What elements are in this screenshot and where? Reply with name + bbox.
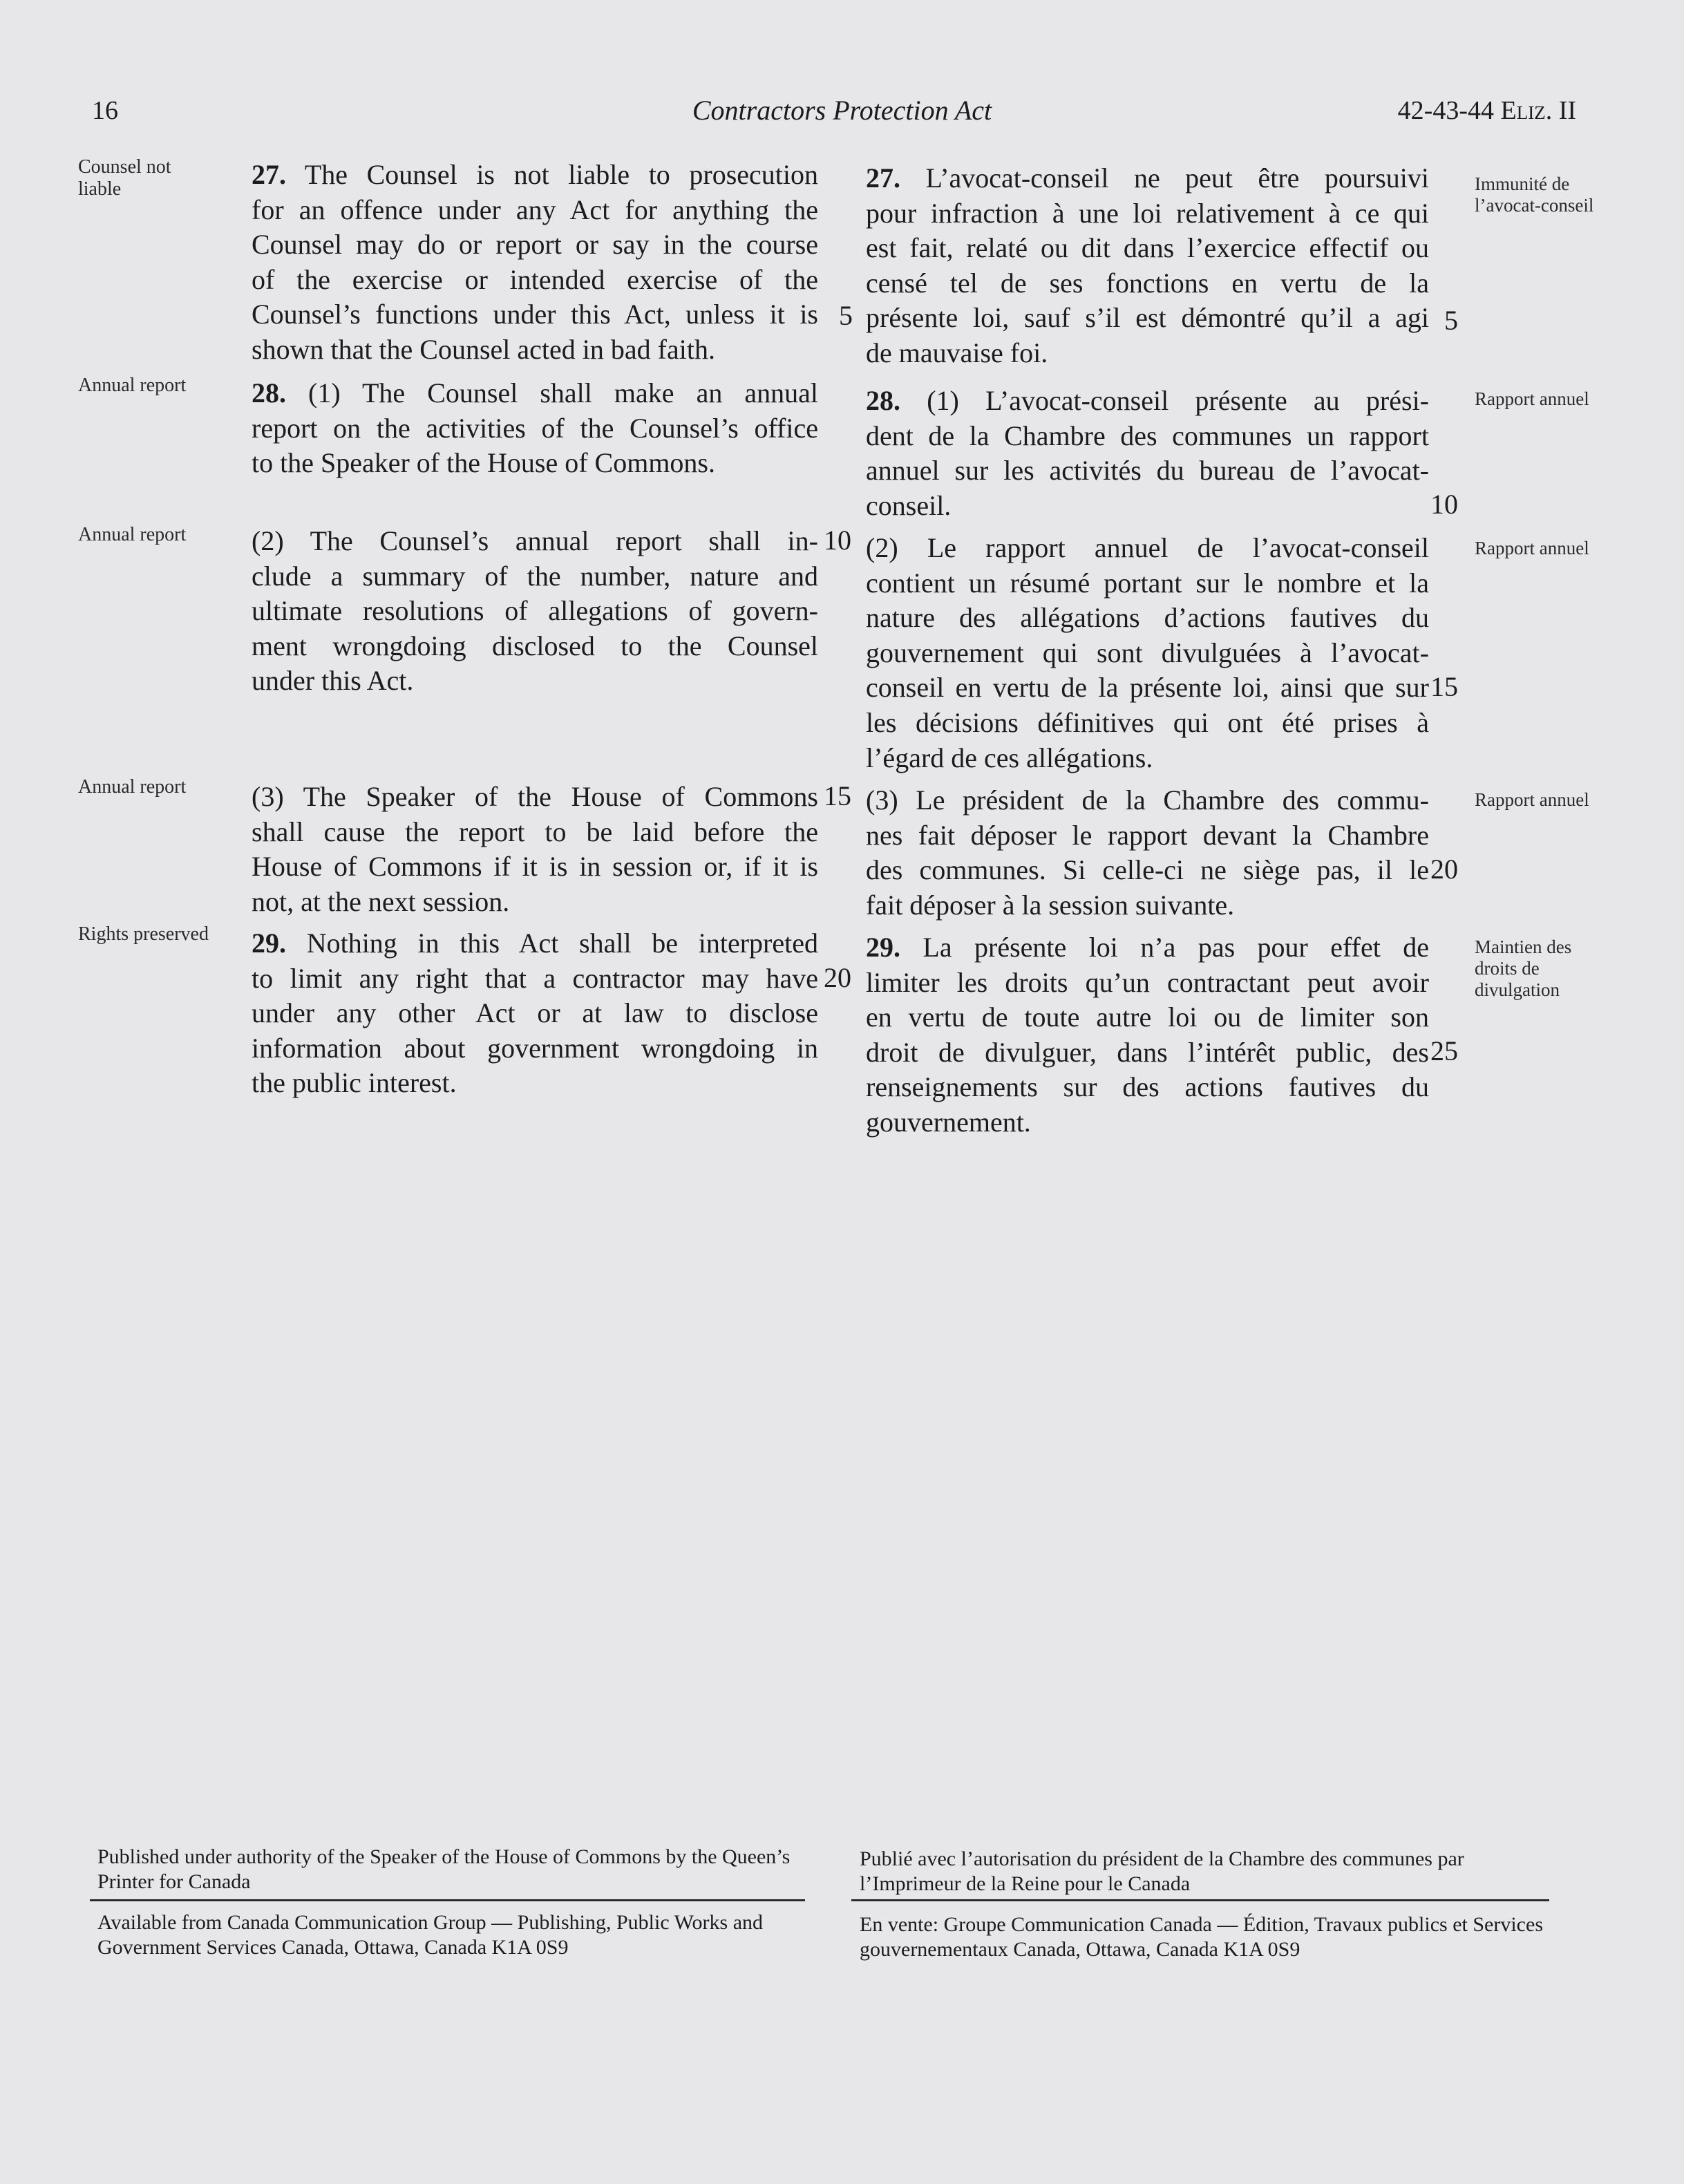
footer-rule-en — [90, 1899, 805, 1901]
margin-note-counsel-not-liable: Counsel not liable — [78, 156, 171, 200]
section-28-2-fr: (2) Le rapport annuel de l’avocat-conseil contient un résumé portant sur le nombre et la nature des allégations d’actions fautives du gouvernement qui sont divulguées à l’avocat- conseil en vertu de la présente loi, ainsi que sur les décisions définitives qui ont été prises à l’égard de ces allégations. — [866, 532, 1429, 773]
section-29-fr: 29. La présente loi n’a pas pour effet de limiter les droits qu’un contractant peut avoir en vertu de toute autre loi ou de limiter son droit de divulguer, dans l’intérêt public, des renseignements sur des actions fautives du gouvernement. — [866, 932, 1429, 1138]
section-27-fr: 27. L’avocat-conseil ne peut être poursuivi pour infraction à une loi relativement à ce qui est fait, relaté ou dit dans l’exercice effectif ou censé tel de ses fonctions en vertu de la présente loi, sauf s’il est démontré qu’il a agi de mauvaise foi. — [866, 162, 1429, 368]
section-number: 28. — [252, 377, 286, 408]
section-number: 27. — [252, 159, 286, 190]
published-by-fr: Publié avec l’autorisation du président de la Chambre des communes par l’Imprimeur de la Reine pour le Canada — [860, 1847, 1464, 1895]
line-number: 5 — [1444, 305, 1458, 336]
section-number: 28. — [866, 385, 900, 416]
footer-rule-fr — [851, 1899, 1549, 1901]
line-number: 10 — [824, 525, 851, 556]
act-title: Contractors Protection Act — [692, 95, 992, 126]
line-number: 5 — [839, 300, 853, 331]
section-28-2-en: (2) The Counsel’s annual report shall in- clude a summary of the number, nature and ultimate resolutions of allegations of govern- ment wrongdoing disclosed to the Counsel under this Act. — [252, 525, 818, 697]
section-28-3-fr: (3) Le président de la Chambre des commu- nes fait déposer le rapport devant la Chambre des communes. Si celle-ci ne siège pas, il le fait déposer à la session suivante. — [866, 784, 1429, 921]
section-27-en: 27. The Counsel is not liable to prosecution for an offence under any Act for anything the Counsel may do or report or say in the course of the exercise or intended exercise of the Counsel’s functions under this Act, unless it is shown that the Counsel acted in bad faith. — [252, 159, 818, 365]
regnal-eliz: Eliz — [1500, 96, 1546, 125]
line-number: 25 — [1430, 1035, 1458, 1066]
line-number: 20 — [1430, 854, 1458, 885]
margin-note-annual-report: Annual report — [78, 375, 187, 396]
available-from-en: Available from Canada Communication Group — Publishing, Public Works and Government Services Canada, Ottawa, Canada K1A 0S9 — [97, 1911, 764, 1959]
line-number: 20 — [824, 962, 851, 993]
margin-note-immunite: Immunité de l’avocat-conseil — [1475, 173, 1594, 216]
section-29-en: 29. Nothing in this Act shall be interpreted to limit any right that a contractor may have under any other Act or at law to disclose information about government wrongdoing in the public interest. — [252, 928, 818, 1099]
section-28-1-en: 28. (1) The Counsel shall make an annual report on the activities of the Counsel’s office to the Speaker of the House of Commons. — [252, 377, 818, 479]
line-number: 10 — [1430, 489, 1458, 520]
section-number: 29. — [252, 928, 286, 959]
available-from-fr: En vente: Groupe Communication Canada — Édition, Travaux publics et Services gouvernementaux Canada, Ottawa, Canada K1A 0S9 — [860, 1913, 1543, 1961]
regnal-year — [1398, 95, 1576, 126]
margin-note-rapport-annuel: Rapport annuel — [1475, 789, 1589, 810]
margin-note-maintien-droits: Maintien des droits de divulgation — [1475, 936, 1572, 1000]
margin-note-rapport-annuel: Rapport annuel — [1475, 388, 1589, 409]
margin-note-rapport-annuel: Rapport annuel — [1475, 538, 1589, 558]
section-number: 29. — [866, 932, 900, 963]
published-by-en: Published under authority of the Speaker of the House of Commons by the Queen’s Printer for Canada — [97, 1845, 791, 1893]
regnal-prefix: 42-43-44 — [1397, 96, 1501, 125]
section-28-1-fr: 28. (1) L’avocat-conseil présente au prési- dent de la Chambre des communes un rapport annuel sur les activités du bureau de l’avocat- conseil. — [866, 385, 1429, 521]
line-number: 15 — [824, 780, 851, 811]
regnal-suffix: . II — [1545, 96, 1576, 125]
page-number: 16 — [92, 96, 118, 125]
margin-note-annual-report: Annual report — [78, 776, 187, 798]
section-number: 27. — [866, 162, 900, 194]
margin-note-rights-preserved: Rights preserved — [78, 923, 209, 945]
line-number: 15 — [1430, 671, 1458, 702]
section-28-3-en: (3) The Speaker of the House of Commons shall cause the report to be laid before the House of Commons if it is in session or, if it is not, at the next session. — [252, 781, 818, 917]
margin-note-annual-report: Annual report — [78, 524, 187, 545]
